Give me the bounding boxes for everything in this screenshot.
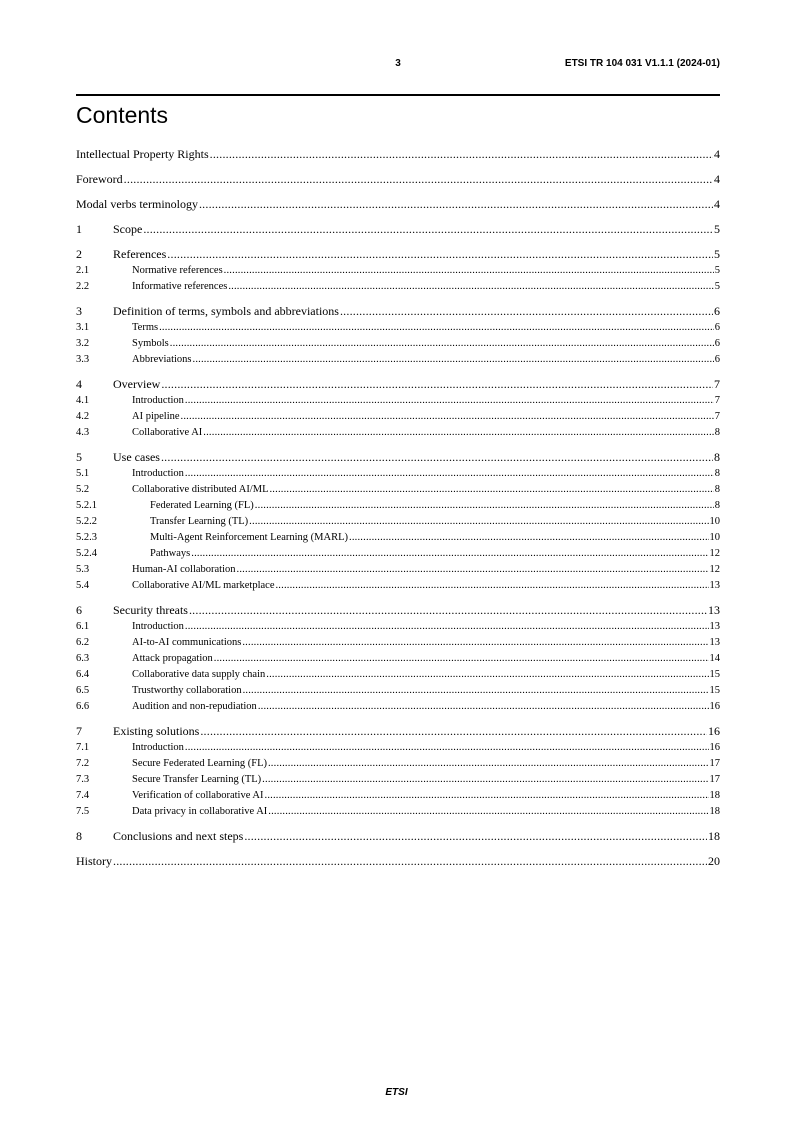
toc-page: 8 [714,450,720,464]
toc-label: Human-AI collaboration [132,564,236,575]
toc-page: 16 [708,724,720,738]
dot-leader [203,425,713,441]
toc-page: 13 [708,603,720,617]
toc-entry-intellectual-property[interactable] [76,146,720,163]
toc-entry-6-6[interactable] [76,699,720,715]
toc-entry-6-5[interactable] [76,683,720,699]
toc-entry-6-2[interactable] [76,635,720,651]
toc-page: 8 [714,484,720,495]
toc-label: Pathways [150,548,191,559]
toc-label: Introduction [132,468,184,479]
dot-leader [268,756,709,772]
dot-leader [159,320,714,336]
dot-leader [185,393,714,409]
toc-entry-7-4[interactable] [76,788,720,804]
toc-number: 3.1 [76,322,90,333]
toc-label: Introduction [132,395,184,406]
toc-entry-4[interactable] [76,376,720,393]
toc-number: 5.3 [76,564,90,575]
toc-page: 13 [709,580,720,591]
toc-page: 15 [709,685,720,696]
toc-number: 6 [76,603,82,617]
toc-page: 4 [714,197,720,211]
toc-label: AI pipeline [132,411,180,422]
toc-number: 6.3 [76,653,90,664]
document-id: ETSI TR 104 031 V1.1.1 (2024-01) [564,58,720,69]
dot-leader [185,740,709,756]
dot-leader [214,651,709,667]
dot-leader [224,263,714,279]
toc-entry-6-3[interactable] [76,651,720,667]
dot-leader [258,699,709,715]
toc-page: 15 [709,669,720,680]
dot-leader [268,804,708,820]
toc-page: 5 [714,281,720,292]
toc-entry-5-2-2[interactable] [76,514,720,530]
toc-page: 5 [714,265,720,276]
toc-entry-7-2[interactable] [76,756,720,772]
toc-entry-3-2[interactable] [76,336,720,352]
dot-leader [243,683,709,699]
toc-number: 3.3 [76,354,90,365]
toc-entry-4-1[interactable] [76,393,720,409]
toc-label: Secure Federated Learning (FL) [132,758,267,769]
toc-label: AI-to-AI communications [132,637,242,648]
toc-label: Verification of collaborative AI [132,790,264,801]
toc-number: 5.2.3 [76,532,97,543]
toc-number: 5.1 [76,468,90,479]
toc-entry-history[interactable] [76,853,720,870]
toc-page: 7 [714,377,720,391]
dot-leader [191,546,708,562]
toc-page: 7 [714,411,720,422]
toc-label: Definition of terms, symbols and abbreviations [113,304,339,318]
toc-label: References [113,247,167,261]
toc-entry-6-1[interactable] [76,619,720,635]
toc-number: 6.1 [76,621,90,632]
toc-number: 5.2.2 [76,516,97,527]
toc-entry-7-3[interactable] [76,772,720,788]
toc-label: Overview [113,377,161,391]
toc-page: 5 [714,247,720,261]
toc-label: Data privacy in collaborative AI [132,806,268,817]
dot-leader [124,171,713,188]
dot-leader [249,514,708,530]
toc-page: 6 [714,354,720,365]
toc-page: 4 [714,172,720,186]
dot-leader [242,635,708,651]
toc-entry-3[interactable] [76,303,720,320]
toc-label: Intellectual Property Rights [76,147,209,161]
toc-label: Collaborative AI/ML marketplace [132,580,275,591]
toc-number: 8 [76,829,82,843]
toc-label: Attack propagation [132,653,213,664]
dot-leader [266,667,708,683]
toc-page: 16 [709,742,720,753]
toc-entry-5-2-4[interactable] [76,546,720,562]
toc-entry-2-2[interactable] [76,279,720,295]
dot-leader [200,723,707,740]
toc-label: Introduction [132,742,184,753]
dot-leader [189,602,707,619]
toc-label: Collaborative AI [132,427,203,438]
dot-leader [170,336,714,352]
toc-page: 8 [714,427,720,438]
toc-label: Collaborative distributed AI/ML [132,484,269,495]
toc-number: 3 [76,304,82,318]
toc-page: 6 [714,322,720,333]
toc-page: 12 [709,548,720,559]
toc-number: 4 [76,377,82,391]
toc-entry-5-1[interactable] [76,466,720,482]
toc-entry-2[interactable] [76,246,720,263]
toc-entry-5-3[interactable] [76,562,720,578]
toc-number: 7 [76,724,82,738]
dot-leader [269,482,713,498]
toc-label: Normative references [132,265,223,276]
dot-leader [113,853,707,870]
toc-page: 18 [708,829,720,843]
toc-page: 6 [714,338,720,349]
toc-entry-8[interactable] [76,828,720,845]
toc-entry-7-1[interactable] [76,740,720,756]
dot-leader [210,146,713,163]
dot-leader [265,788,709,804]
toc-label: Federated Learning (FL) [150,500,254,511]
page-title: Contents [76,102,169,128]
toc-entry-5-2[interactable] [76,482,720,498]
toc-number: 5.2.4 [76,548,97,559]
dot-leader [340,303,713,320]
toc-entry-5[interactable] [76,449,720,466]
toc-entry-5-2-3[interactable] [76,530,720,546]
toc-entry-3-1[interactable] [76,320,720,336]
dot-leader [237,562,709,578]
toc-label: History [76,854,112,868]
toc-page: 14 [709,653,720,664]
toc-number: 5.2.1 [76,500,97,511]
toc-page: 10 [709,516,720,527]
toc-label: Transfer Learning (TL) [150,516,249,527]
toc-number: 4.3 [76,427,90,438]
toc-page: 6 [714,304,720,318]
toc-entry-1[interactable] [76,221,720,238]
dot-leader [185,619,709,635]
toc-number: 4.1 [76,395,90,406]
toc-label: Scope [113,222,143,236]
page-footer: ETSI [385,1087,408,1098]
toc-entry-foreword[interactable] [76,171,720,188]
toc-page: 10 [709,532,720,543]
toc-number: 1 [76,222,82,236]
toc-number: 5 [76,450,82,464]
toc-entry-4-2[interactable] [76,409,720,425]
table-of-contents [76,146,720,870]
toc-label: Abbreviations [132,354,192,365]
toc-page: 8 [714,468,720,479]
toc-number: 5.4 [76,580,90,591]
page-header [76,58,720,72]
toc-page: 17 [709,774,720,785]
toc-entry-modal-verbs[interactable] [76,196,720,213]
toc-entry-5-2-1[interactable] [76,498,720,514]
dot-leader [262,772,708,788]
toc-label: Informative references [132,281,228,292]
toc-page: 5 [714,222,720,236]
toc-number: 3.2 [76,338,90,349]
dot-leader [228,279,713,295]
toc-entry-5-4[interactable] [76,578,720,594]
dot-leader [143,221,713,238]
toc-page: 18 [709,806,720,817]
dot-leader [193,352,714,368]
toc-label: Symbols [132,338,169,349]
toc-label: Conclusions and next steps [113,829,244,843]
toc-page: 13 [709,621,720,632]
toc-label: Terms [132,322,159,333]
toc-page: 17 [709,758,720,769]
toc-number: 6.5 [76,685,90,696]
dot-leader [255,498,714,514]
toc-label: Audition and non-repudiation [132,701,257,712]
toc-number: 7.4 [76,790,90,801]
toc-entry-3-3[interactable] [76,352,720,368]
toc-label: Existing solutions [113,724,200,738]
toc-entry-7-5[interactable] [76,804,720,820]
toc-number: 7.2 [76,758,90,769]
toc-label: Secure Transfer Learning (TL) [132,774,262,785]
toc-number: 6.6 [76,701,90,712]
header-rule [76,94,720,96]
toc-page: 13 [709,637,720,648]
toc-label: Foreword [76,172,123,186]
toc-label: Security threats [113,603,188,617]
dot-leader [199,196,713,213]
toc-entry-6[interactable] [76,602,720,619]
toc-page: 12 [709,564,720,575]
dot-leader [181,409,714,425]
dot-leader [161,449,713,466]
toc-entry-2-1[interactable] [76,263,720,279]
dot-leader [275,578,708,594]
dot-leader [167,246,713,263]
toc-number: 6.2 [76,637,90,648]
toc-number: 2.1 [76,265,90,276]
toc-number: 7.3 [76,774,90,785]
toc-page: 16 [709,701,720,712]
page-number: 3 [395,58,401,69]
toc-page: 4 [714,147,720,161]
dot-leader [244,828,707,845]
toc-label: Trustworthy collaboration [132,685,242,696]
toc-label: Modal verbs terminology [76,197,198,211]
toc-label: Multi-Agent Reinforcement Learning (MARL) [150,532,348,543]
toc-entry-4-3[interactable] [76,425,720,441]
dot-leader [185,466,714,482]
toc-page: 7 [714,395,720,406]
toc-page: 18 [709,790,720,801]
toc-number: 5.2 [76,484,90,495]
toc-number: 7.5 [76,806,90,817]
toc-entry-7[interactable] [76,723,720,740]
toc-label: Introduction [132,621,184,632]
toc-number: 4.2 [76,411,90,422]
toc-label: Use cases [113,450,160,464]
toc-entry-6-4[interactable] [76,667,720,683]
toc-label: Collaborative data supply chain [132,669,266,680]
toc-number: 2 [76,247,82,261]
toc-page: 8 [714,500,720,511]
toc-number: 7.1 [76,742,90,753]
toc-page: 20 [708,854,720,868]
dot-leader [349,530,709,546]
toc-number: 2.2 [76,281,90,292]
toc-number: 6.4 [76,669,90,680]
dot-leader [161,376,713,393]
